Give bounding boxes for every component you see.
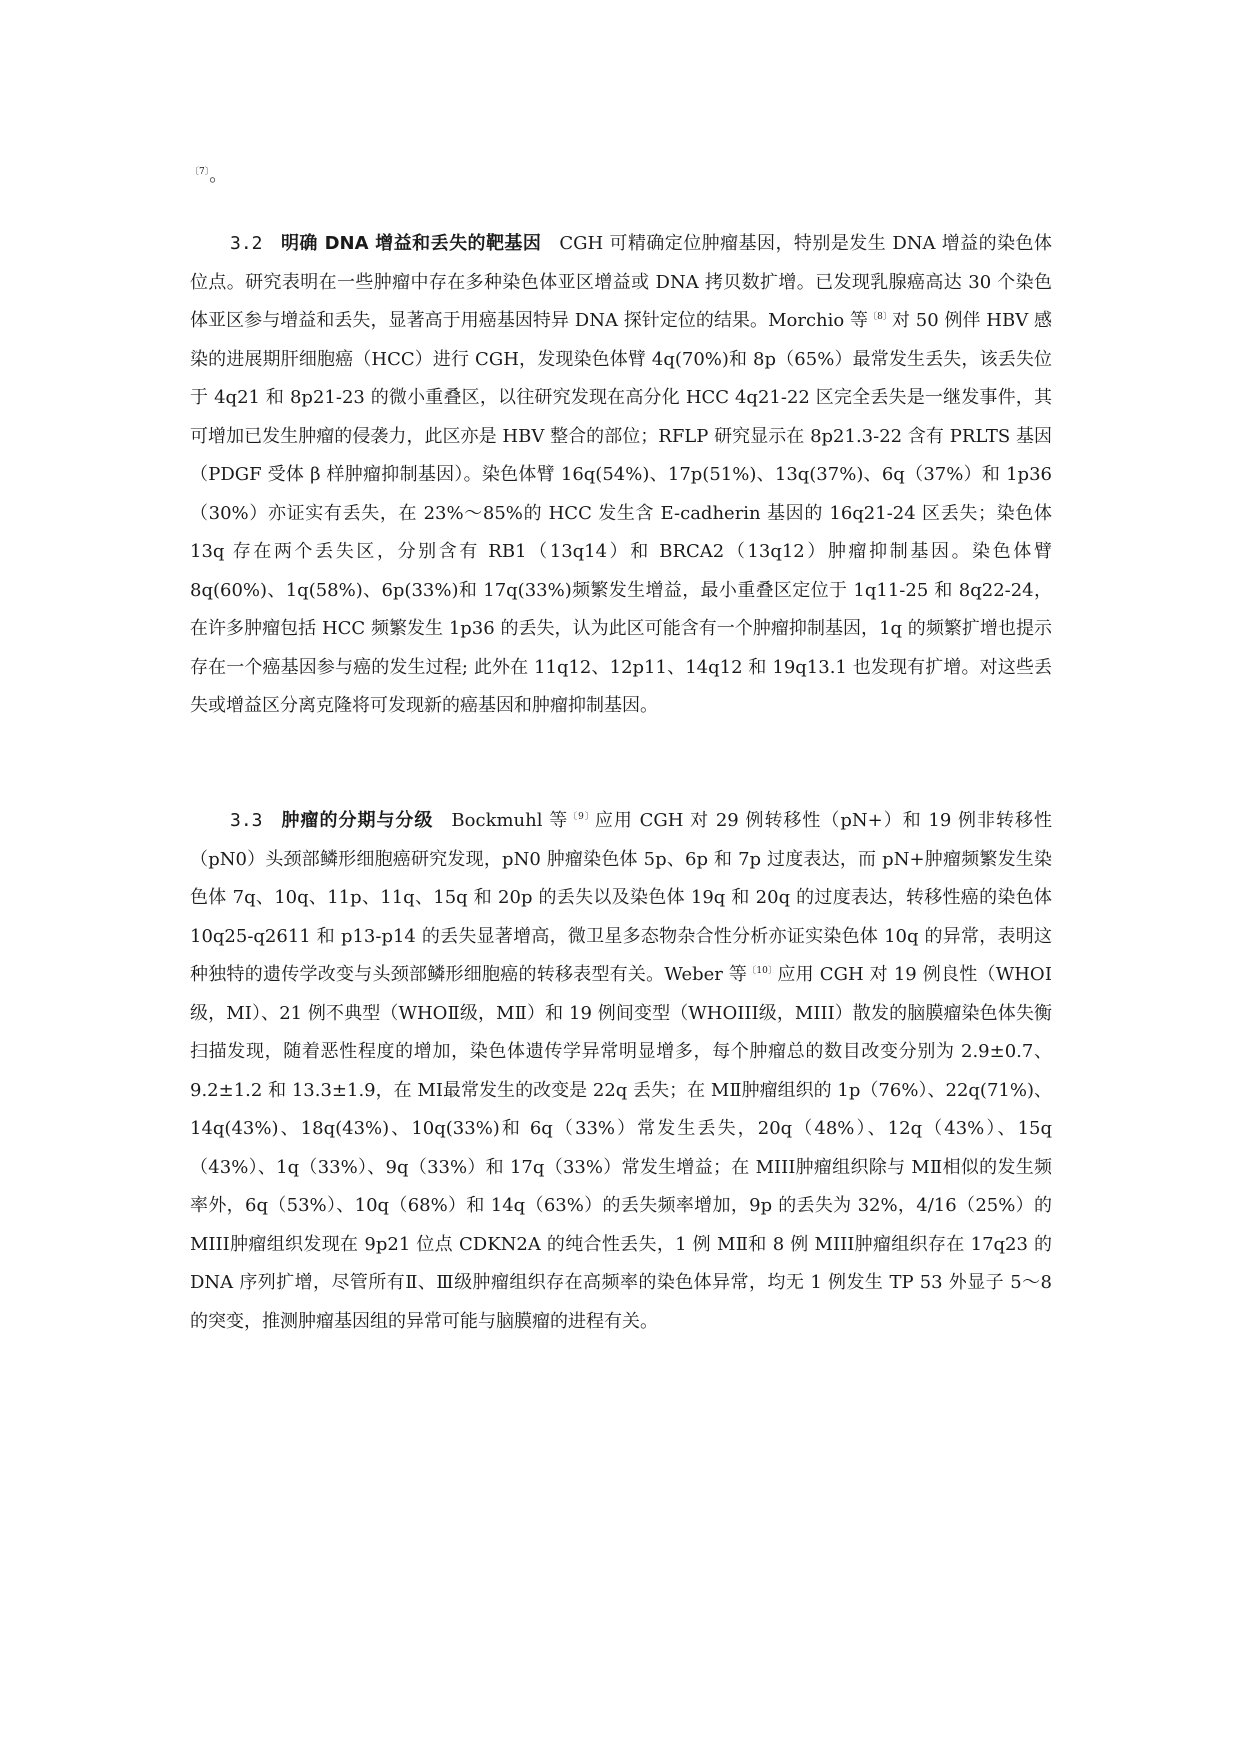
body-text: Bockmuhl 等: [451, 810, 569, 831]
section-3-3: [190, 802, 1052, 1341]
body-text: 对 50 例伴 HBV 感染的进展期肝细胞癌（HCC）进行 CGH，发现染色体臂 4q(70%)和 8p（65%）最常发生丢失，该丢失位于 4q21 和 8p21-23 的微小重叠区，以往研究发现在高分化 HCC 4q21-22 区完全丢失是一继发事件，其可增加已发生肿瘤的侵袭力，此区亦是 HBV 整合的部位；RFLP 研究显示在 8p21.3-22 含有 PRLTS 基因（PDGF 受体 β 样肿瘤抑制基因）。染色体臂 16q(54%)、17p(51%)、13q(37%)、6q（37%）和 1p36（30%）亦证实有丢失，在 23%～85%的 HCC 发生含 E-cadherin 基因的 16q21-24 区丢失；染色体 13q 存在两个丢失区，分别含有 RB1（13q14）和 BRCA2（13q12）肿瘤抑制基因。染色体臂 8q(60%)、1q(58%)、6p(33%)和 17q(33%)频繁发生增益，最小重叠区定位于 1q11-25 和 8q22-24，在许多肿瘤包括 HCC 频繁发生 1p36 的丢失，认为此区可能含有一个肿瘤抑制基因，1q 的频繁扩增也提示存在一个癌基因参与癌的发生过程; 此外在 11q12、12p11、14q12 和 19q13.1 也发现有扩增。对这些丢失或增益区分离克隆将可发现新的癌基因和肿瘤抑制基因。: [190, 310, 1053, 716]
citation-mark: 〔9〕: [568, 812, 595, 822]
section-3-2: [190, 225, 1052, 726]
body-text: CGH 可精确定位肿瘤基因，特别是发生 DNA 增益的染色体位点。研究表明在一些肿瘤中存在多种染色体亚区增益或 DNA 拷贝数扩增。已发现乳腺癌高达 30 个染色体亚区参与增益和丢失，显著高于用癌基因特异 DNA 探针定位的结果。Morchio 等: [190, 233, 1053, 331]
section-title: 肿瘤的分期与分级: [280, 810, 434, 831]
section-number: 3.2: [230, 233, 263, 254]
body-text: 应用 CGH 对 19 例良性（WHOⅠ级，MⅠ）、21 例不典型（WHOⅡ级，MⅡ）和 19 例间变型（WHOIII级，MIII）散发的脑膜瘤染色体失衡扫描发现，随着恶性程度的增加，染色体遗传学异常明显增多，每个肿瘤总的数目改变分别为 2.9±0.7、9.2±1.2 和 13.3±1.9，在 MⅠ最常发生的改变是 22q 丢失；在 MⅡ肿瘤组织的 1p（76%）、22q(71%)、14q(43%)、18q(43%)、10q(33%)和 6q（33%）常发生丢失，20q（48%）、12q（43%）、15q（43%）、1q（33%）、9q（33%）和 17q（33%）常发生增益；在 MIII肿瘤组织除与 MⅡ相似的发生频率外，6q（53%）、10q（68%）和 14q（63%）的丢失频率增加，9p 的丢失为 32%，4/16（25%）的 MIII肿瘤组织发现在 9p21 位点 CDKN2A 的纯合性丢失，1 例 MⅡ和 8 例 MIII肿瘤组织存在 17q23 的 DNA 序列扩增，尽管所有Ⅱ、Ⅲ级肿瘤组织存在高频率的染色体异常，均无 1 例发生 TP 53 外显子 5～8 的突变，推测肿瘤基因组的异常可能与脑膜瘤的进程有关。: [190, 964, 1053, 1332]
citation-mark: 〔7〕: [190, 167, 210, 177]
continuation-text: 。: [209, 165, 228, 186]
section-heading: [230, 233, 541, 254]
citation-mark: 〔8〕: [868, 312, 892, 322]
continuation-line: [190, 163, 227, 189]
section-title: 明确 DNA 增益和丢失的靶基因: [280, 233, 542, 254]
section-body: [190, 233, 1052, 716]
citation-mark: 〔10〕: [747, 966, 778, 976]
section-body: [190, 810, 1052, 1332]
section-number: 3.3: [230, 810, 263, 831]
body-text: 应用 CGH 对 29 例转移性（pN+）和 19 例非转移性（pN0）头颈部鳞形细胞癌研究发现，pN0 肿瘤染色体 5p、6p 和 7p 过度表达，而 pN+肿瘤频繁发生染色体 7q、10q、11p、11q、15q 和 20p 的丢失以及染色体 19q 和 20q 的过度表达，转移性癌的染色体 10q25-q2611 和 p13-p14 的丢失显著增高，微卫星多态物杂合性分析亦证实染色体 10q 的异常，表明这种独特的遗传学改变与头颈部鳞形细胞癌的转移表型有关。Weber 等: [190, 810, 1052, 985]
section-heading: [230, 810, 433, 831]
